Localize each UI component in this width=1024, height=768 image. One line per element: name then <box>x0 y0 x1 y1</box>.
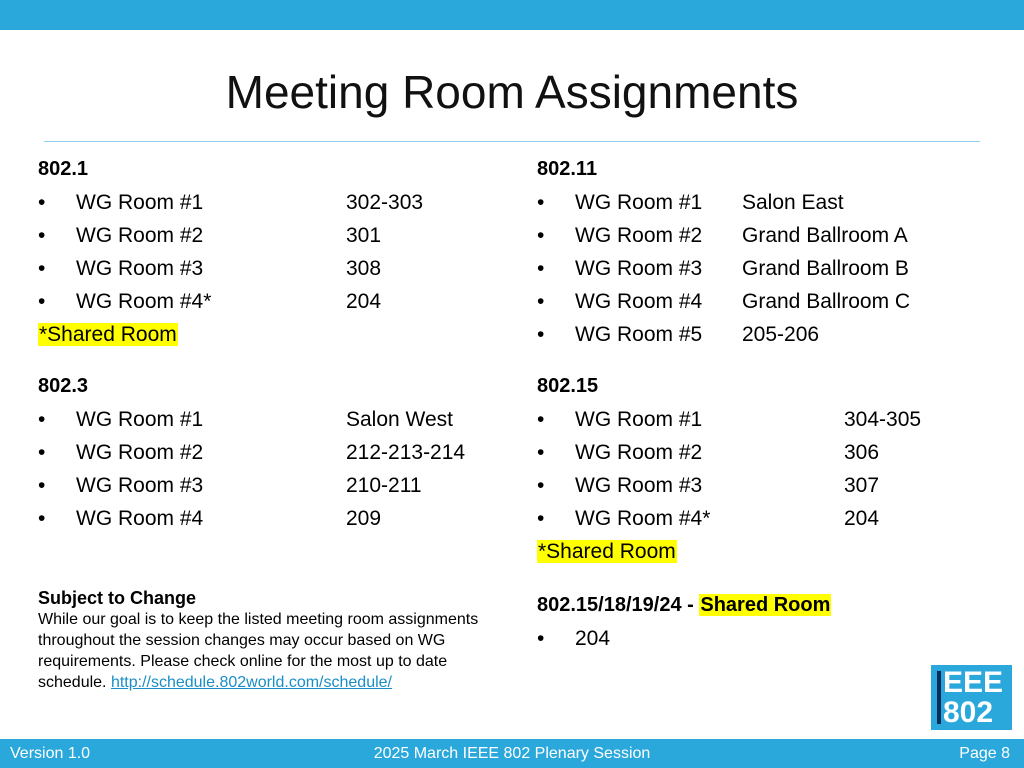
list-item <box>537 622 831 655</box>
wg-room-name: WG Room #1 <box>76 408 204 431</box>
list-item <box>537 403 1007 436</box>
room-number: 302-303 <box>346 191 424 214</box>
bullet: • <box>537 441 545 464</box>
list-item <box>537 502 1007 535</box>
list-item <box>38 502 508 535</box>
bullet: • <box>537 627 545 650</box>
bullet: • <box>38 474 46 497</box>
schedule-link[interactable]: http://schedule.802world.com/schedule/ <box>110 674 392 691</box>
list-item <box>537 318 1007 351</box>
bullet: • <box>537 474 545 497</box>
bullet: • <box>537 257 545 280</box>
wg-room-name: WG Room #5 <box>575 323 703 346</box>
bullet: • <box>537 408 545 431</box>
room-number: Grand Ballroom B <box>742 257 909 280</box>
bullet: • <box>38 290 46 313</box>
room-number: 209 <box>346 507 382 530</box>
room-number: Grand Ballroom C <box>742 290 911 313</box>
session-label: 2025 March IEEE 802 Plenary Session <box>373 745 651 762</box>
room-number: Salon West <box>346 408 453 431</box>
notice-text: While our goal is to keep the listed meeting room assignments throughout the session changes may occur based on WG requirements. Please check online for the most up to date schedule. <box>38 611 479 691</box>
room-number: 308 <box>346 257 382 280</box>
bullet: • <box>537 290 545 313</box>
wg-room-name: WG Room #2 <box>575 224 703 247</box>
room-number: 204 <box>575 627 611 650</box>
list-item <box>38 186 508 219</box>
wg-room-name: WG Room #4* <box>76 290 212 313</box>
list-item <box>537 469 1007 502</box>
section-heading: 802.11 <box>537 158 598 180</box>
wg-room-name: WG Room #3 <box>575 257 703 280</box>
title-divider <box>44 141 980 142</box>
wg-room-name: WG Room #1 <box>575 191 703 214</box>
top-banner <box>0 0 1024 30</box>
shared-room-highlight: Shared Room <box>700 594 831 616</box>
logo-text-bottom: 802 <box>943 696 994 729</box>
list-item <box>38 436 508 469</box>
room-number: 212-213-214 <box>346 441 466 464</box>
notice-body <box>38 609 518 693</box>
list-item <box>38 469 508 502</box>
section-heading: 802.3 <box>38 375 89 397</box>
room-number: 307 <box>844 474 880 497</box>
list-item <box>537 252 1007 285</box>
wg-room-name: WG Room #3 <box>575 474 703 497</box>
list-item <box>38 285 508 318</box>
section-heading: 802.1 <box>38 158 89 180</box>
bullet: • <box>38 441 46 464</box>
bullet: • <box>38 408 46 431</box>
section-802-15 <box>537 370 1007 568</box>
shared-room-note: *Shared Room <box>39 323 177 346</box>
section-802-15-18-19-24 <box>537 588 831 655</box>
section-802-3 <box>38 370 508 535</box>
wg-room-name: WG Room #2 <box>575 441 703 464</box>
wg-room-name: WG Room #2 <box>76 441 204 464</box>
bullet: • <box>38 191 46 214</box>
bullet: • <box>38 224 46 247</box>
section-802-1 <box>38 153 508 351</box>
notice-heading: Subject to Change <box>38 588 197 608</box>
footer-bar <box>0 739 1024 768</box>
list-item <box>38 403 508 436</box>
room-number: 301 <box>346 224 382 247</box>
section-heading <box>537 588 831 622</box>
bullet: • <box>537 224 545 247</box>
room-number: Grand Ballroom A <box>742 224 908 247</box>
page-number: Page 8 <box>959 745 1010 762</box>
subject-to-change-notice <box>38 588 518 693</box>
ieee-802-logo <box>931 665 1012 730</box>
page-title: Meeting Room Assignments <box>225 66 799 118</box>
wg-room-name: WG Room #1 <box>575 408 703 431</box>
shared-heading-prefix: 802.15/18/19/24 - <box>537 594 700 616</box>
room-number: 205-206 <box>742 323 820 346</box>
room-number: 304-305 <box>844 408 922 431</box>
wg-room-name: WG Room #1 <box>76 191 204 214</box>
list-item <box>38 219 508 252</box>
shared-room-note: *Shared Room <box>538 540 676 563</box>
room-number: 204 <box>346 290 382 313</box>
wg-room-name: WG Room #3 <box>76 474 204 497</box>
room-number: 306 <box>844 441 880 464</box>
room-number: Salon East <box>742 191 844 214</box>
room-number: 204 <box>844 507 880 530</box>
list-item <box>537 436 1007 469</box>
room-number: 210-211 <box>346 474 422 497</box>
bullet: • <box>38 507 46 530</box>
bullet: • <box>537 507 545 530</box>
version-label: Version 1.0 <box>10 745 91 762</box>
section-heading: 802.15 <box>537 375 599 397</box>
bullet: • <box>537 191 545 214</box>
list-item <box>537 285 1007 318</box>
wg-room-name: WG Room #3 <box>76 257 204 280</box>
wg-room-name: WG Room #4 <box>76 507 204 530</box>
list-item <box>537 186 1007 219</box>
wg-room-name: WG Room #4* <box>575 507 711 530</box>
section-802-11 <box>537 153 1007 351</box>
wg-room-name: WG Room #2 <box>76 224 204 247</box>
logo-text-top: EEE <box>943 666 1004 699</box>
logo-bar <box>937 671 941 724</box>
wg-room-name: WG Room #4 <box>575 290 703 313</box>
list-item <box>537 219 1007 252</box>
bullet: • <box>38 257 46 280</box>
list-item <box>38 252 508 285</box>
bullet: • <box>537 323 545 346</box>
